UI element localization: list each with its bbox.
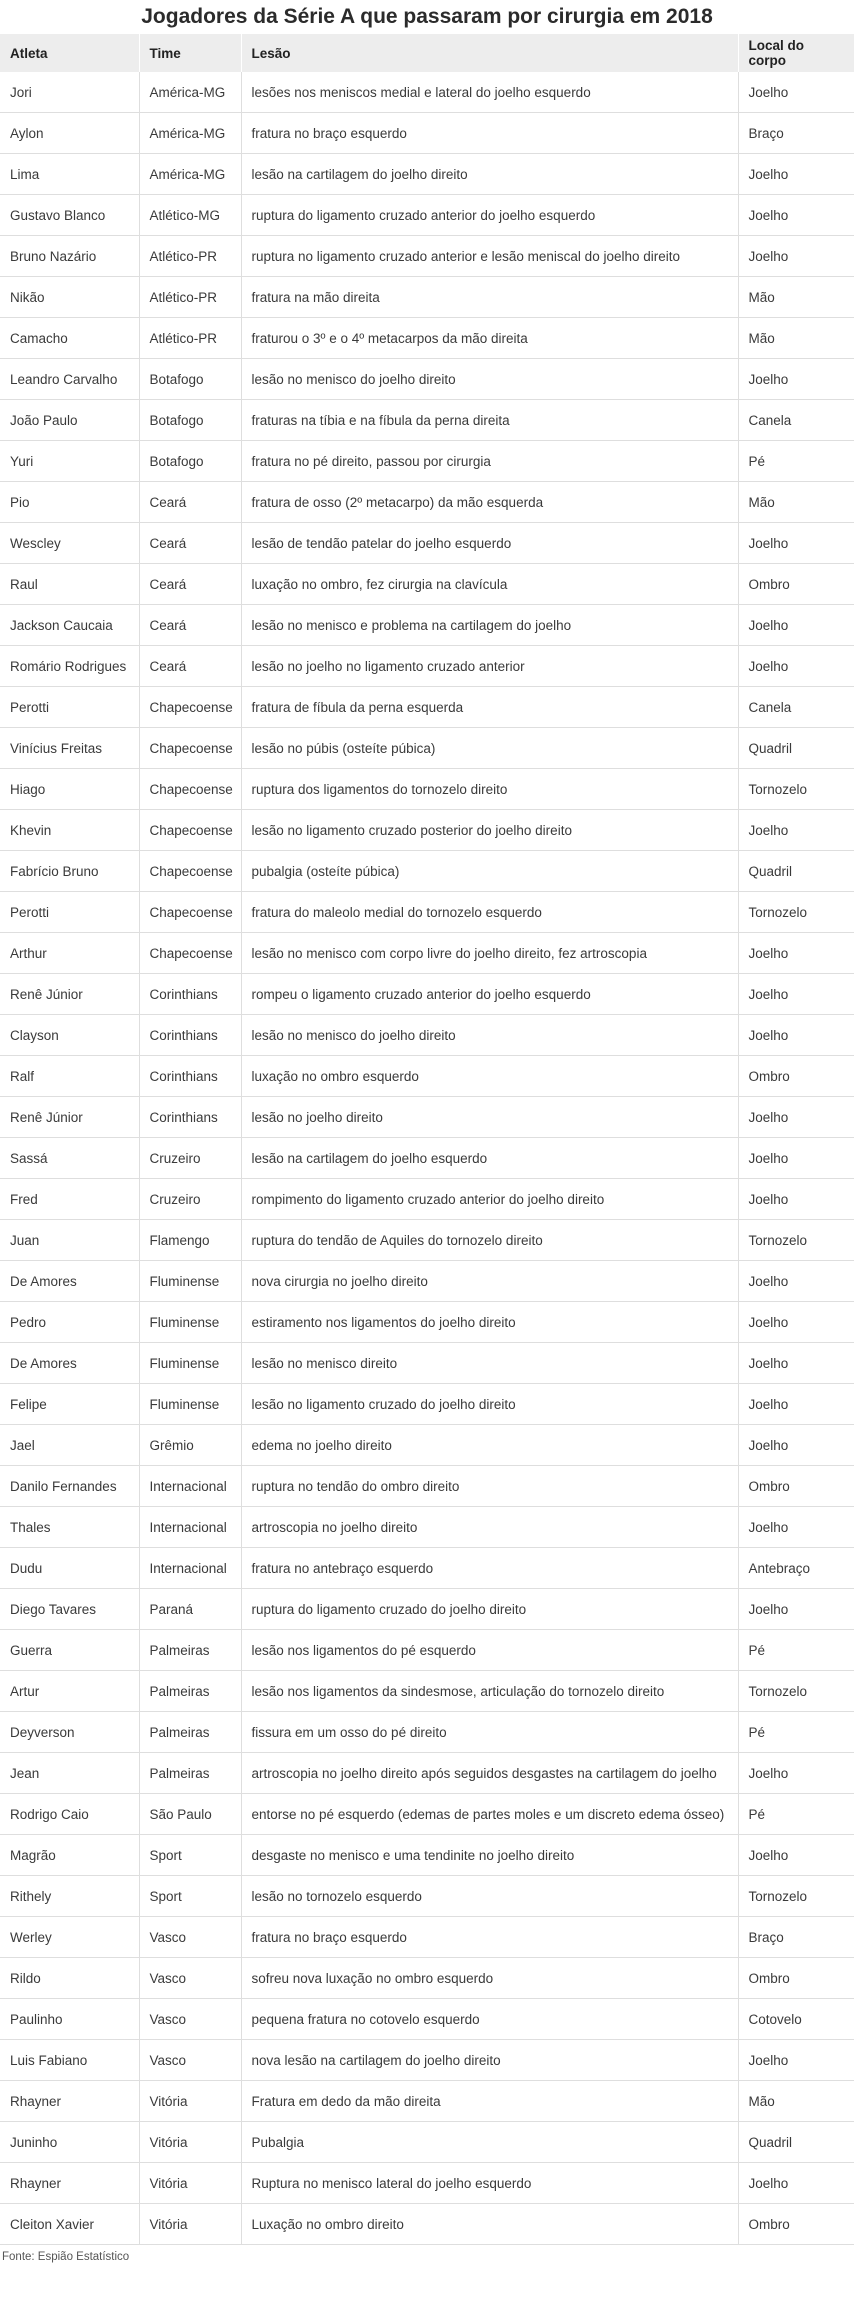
team-cell: Botafogo xyxy=(139,441,241,482)
athlete-cell: Pedro xyxy=(0,1302,139,1343)
body-part-cell: Braço xyxy=(738,1917,854,1958)
table-row xyxy=(0,236,854,277)
table-row xyxy=(0,933,854,974)
body-part-cell: Joelho xyxy=(738,810,854,851)
body-part-cell: Ombro xyxy=(738,1958,854,1999)
table-row xyxy=(0,1097,854,1138)
body-part-cell: Joelho xyxy=(738,72,854,113)
table-row xyxy=(0,1220,854,1261)
table-row xyxy=(0,1343,854,1384)
body-part-cell: Ombro xyxy=(738,564,854,605)
body-part-cell: Tornozelo xyxy=(738,769,854,810)
injury-cell: fratura de osso (2º metacarpo) da mão esquerda xyxy=(241,482,738,523)
body-part-cell: Joelho xyxy=(738,1753,854,1794)
injury-cell: fratura no braço esquerdo xyxy=(241,113,738,154)
team-cell: Palmeiras xyxy=(139,1671,241,1712)
injury-cell: luxação no ombro, fez cirurgia na clavícula xyxy=(241,564,738,605)
column-header-body-part: Local do corpo xyxy=(738,34,854,72)
table-row xyxy=(0,605,854,646)
page-title: Jogadores da Série A que passaram por cirurgia em 2018 xyxy=(141,5,713,28)
team-cell: Vasco xyxy=(139,1958,241,1999)
table-row xyxy=(0,441,854,482)
team-cell: Cruzeiro xyxy=(139,1138,241,1179)
athlete-cell: Sassá xyxy=(0,1138,139,1179)
table-row xyxy=(0,2040,854,2081)
team-cell: Atlético-PR xyxy=(139,236,241,277)
injury-cell: lesão no joelho no ligamento cruzado anterior xyxy=(241,646,738,687)
athlete-cell: Luis Fabiano xyxy=(0,2040,139,2081)
athlete-cell: Lima xyxy=(0,154,139,195)
table-row xyxy=(0,1876,854,1917)
table-row xyxy=(0,1671,854,1712)
team-cell: São Paulo xyxy=(139,1794,241,1835)
body-part-cell: Joelho xyxy=(738,1015,854,1056)
athlete-cell: João Paulo xyxy=(0,400,139,441)
athlete-cell: Deyverson xyxy=(0,1712,139,1753)
team-cell: Grêmio xyxy=(139,1425,241,1466)
injury-cell: rompimento do ligamento cruzado anterior do joelho direito xyxy=(241,1179,738,1220)
table-row xyxy=(0,2122,854,2163)
body-part-cell: Quadril xyxy=(738,2122,854,2163)
table-row xyxy=(0,1835,854,1876)
team-cell: Palmeiras xyxy=(139,1630,241,1671)
body-part-cell: Joelho xyxy=(738,1425,854,1466)
injury-cell: lesões nos meniscos medial e lateral do joelho esquerdo xyxy=(241,72,738,113)
injury-cell: fraturou o 3º e o 4º metacarpos da mão direita xyxy=(241,318,738,359)
injury-cell: nova cirurgia no joelho direito xyxy=(241,1261,738,1302)
team-cell: Flamengo xyxy=(139,1220,241,1261)
injury-cell: fissura em um osso do pé direito xyxy=(241,1712,738,1753)
athlete-cell: Paulinho xyxy=(0,1999,139,2040)
injury-cell: lesão no púbis (osteíte púbica) xyxy=(241,728,738,769)
injury-cell: lesão no menisco com corpo livre do joelho direito, fez artroscopia xyxy=(241,933,738,974)
table-row xyxy=(0,318,854,359)
body-part-cell: Mão xyxy=(738,2081,854,2122)
table-row xyxy=(0,564,854,605)
team-cell: Vasco xyxy=(139,1917,241,1958)
body-part-cell: Joelho xyxy=(738,1302,854,1343)
table-row xyxy=(0,1630,854,1671)
athlete-cell: Vinícius Freitas xyxy=(0,728,139,769)
athlete-cell: Diego Tavares xyxy=(0,1589,139,1630)
body-part-cell: Mão xyxy=(738,277,854,318)
team-cell: Botafogo xyxy=(139,359,241,400)
injury-cell: ruptura no ligamento cruzado anterior e lesão meniscal do joelho direito xyxy=(241,236,738,277)
table-row xyxy=(0,646,854,687)
surgery-table xyxy=(0,34,854,2245)
injury-cell: lesão no tornozelo esquerdo xyxy=(241,1876,738,1917)
team-cell: Chapecoense xyxy=(139,769,241,810)
table-row xyxy=(0,359,854,400)
athlete-cell: Felipe xyxy=(0,1384,139,1425)
body-part-cell: Cotovelo xyxy=(738,1999,854,2040)
table-row xyxy=(0,687,854,728)
body-part-cell: Joelho xyxy=(738,154,854,195)
body-part-cell: Pé xyxy=(738,1794,854,1835)
athlete-cell: Rithely xyxy=(0,1876,139,1917)
team-cell: Botafogo xyxy=(139,400,241,441)
injury-cell: Pubalgia xyxy=(241,2122,738,2163)
body-part-cell: Joelho xyxy=(738,236,854,277)
injury-cell: ruptura do ligamento cruzado anterior do joelho esquerdo xyxy=(241,195,738,236)
injury-cell: lesão no ligamento cruzado do joelho direito xyxy=(241,1384,738,1425)
injury-cell: sofreu nova luxação no ombro esquerdo xyxy=(241,1958,738,1999)
table-row xyxy=(0,1179,854,1220)
athlete-cell: Jori xyxy=(0,72,139,113)
injury-cell: ruptura no tendão do ombro direito xyxy=(241,1466,738,1507)
athlete-cell: Dudu xyxy=(0,1548,139,1589)
table-row xyxy=(0,1589,854,1630)
table-row xyxy=(0,1999,854,2040)
injury-cell: lesão nos ligamentos do pé esquerdo xyxy=(241,1630,738,1671)
source-note: Fonte: Espião Estatístico xyxy=(2,2251,130,2263)
injury-cell: pequena fratura no cotovelo esquerdo xyxy=(241,1999,738,2040)
team-cell: Ceará xyxy=(139,605,241,646)
athlete-cell: Rildo xyxy=(0,1958,139,1999)
team-cell: Chapecoense xyxy=(139,892,241,933)
athlete-cell: De Amores xyxy=(0,1343,139,1384)
injury-cell: Luxação no ombro direito xyxy=(241,2204,738,2245)
athlete-cell: Danilo Fernandes xyxy=(0,1466,139,1507)
team-cell: Chapecoense xyxy=(139,728,241,769)
table-row xyxy=(0,892,854,933)
table-row xyxy=(0,769,854,810)
athlete-cell: Fabrício Bruno xyxy=(0,851,139,892)
athlete-cell: Ralf xyxy=(0,1056,139,1097)
table-row xyxy=(0,482,854,523)
body-part-cell: Joelho xyxy=(738,2040,854,2081)
table-row xyxy=(0,113,854,154)
team-cell: Cruzeiro xyxy=(139,1179,241,1220)
table-row xyxy=(0,1056,854,1097)
team-cell: América-MG xyxy=(139,72,241,113)
athlete-cell: Juan xyxy=(0,1220,139,1261)
body-part-cell: Quadril xyxy=(738,851,854,892)
team-cell: Sport xyxy=(139,1835,241,1876)
table-header-row xyxy=(0,34,854,72)
athlete-cell: Leandro Carvalho xyxy=(0,359,139,400)
body-part-cell: Joelho xyxy=(738,933,854,974)
injury-cell: pubalgia (osteíte púbica) xyxy=(241,851,738,892)
table-row xyxy=(0,1425,854,1466)
table-row xyxy=(0,1261,854,1302)
athlete-cell: Renê Júnior xyxy=(0,974,139,1015)
athlete-cell: Perotti xyxy=(0,892,139,933)
athlete-cell: Perotti xyxy=(0,687,139,728)
table-row xyxy=(0,1507,854,1548)
athlete-cell: Raul xyxy=(0,564,139,605)
body-part-cell: Canela xyxy=(738,400,854,441)
table-row xyxy=(0,1466,854,1507)
athlete-cell: Pio xyxy=(0,482,139,523)
body-part-cell: Quadril xyxy=(738,728,854,769)
body-part-cell: Joelho xyxy=(738,1179,854,1220)
athlete-cell: Juninho xyxy=(0,2122,139,2163)
injury-cell: lesão no menisco direito xyxy=(241,1343,738,1384)
athlete-cell: Jackson Caucaia xyxy=(0,605,139,646)
athlete-cell: Arthur xyxy=(0,933,139,974)
athlete-cell: Jael xyxy=(0,1425,139,1466)
body-part-cell: Ombro xyxy=(738,1466,854,1507)
athlete-cell: Aylon xyxy=(0,113,139,154)
table-row xyxy=(0,400,854,441)
body-part-cell: Joelho xyxy=(738,523,854,564)
body-part-cell: Canela xyxy=(738,687,854,728)
table-row xyxy=(0,1958,854,1999)
team-cell: Ceará xyxy=(139,482,241,523)
table-row xyxy=(0,1015,854,1056)
table-row xyxy=(0,523,854,564)
team-cell: Chapecoense xyxy=(139,851,241,892)
team-cell: Atlético-MG xyxy=(139,195,241,236)
athlete-cell: Nikão xyxy=(0,277,139,318)
athlete-cell: Khevin xyxy=(0,810,139,851)
column-header-athlete: Atleta xyxy=(0,34,139,72)
body-part-cell: Joelho xyxy=(738,1507,854,1548)
column-header-injury: Lesão xyxy=(241,34,738,72)
body-part-cell: Joelho xyxy=(738,359,854,400)
team-cell: Vitória xyxy=(139,2163,241,2204)
table-row xyxy=(0,810,854,851)
table-row xyxy=(0,851,854,892)
injury-cell: lesão de tendão patelar do joelho esquerdo xyxy=(241,523,738,564)
body-part-cell: Mão xyxy=(738,482,854,523)
table-row xyxy=(0,974,854,1015)
athlete-cell: De Amores xyxy=(0,1261,139,1302)
body-part-cell: Joelho xyxy=(738,195,854,236)
body-part-cell: Antebraço xyxy=(738,1548,854,1589)
table-row xyxy=(0,1302,854,1343)
injury-cell: rompeu o ligamento cruzado anterior do joelho esquerdo xyxy=(241,974,738,1015)
table-row xyxy=(0,1712,854,1753)
body-part-cell: Joelho xyxy=(738,974,854,1015)
team-cell: Atlético-PR xyxy=(139,318,241,359)
injury-cell: Fratura em dedo da mão direita xyxy=(241,2081,738,2122)
injury-cell: fratura no antebraço esquerdo xyxy=(241,1548,738,1589)
team-cell: Internacional xyxy=(139,1466,241,1507)
body-part-cell: Tornozelo xyxy=(738,1876,854,1917)
team-cell: Ceará xyxy=(139,646,241,687)
injury-cell: lesão no menisco do joelho direito xyxy=(241,359,738,400)
team-cell: Corinthians xyxy=(139,1056,241,1097)
body-part-cell: Joelho xyxy=(738,1138,854,1179)
injury-cell: desgaste no menisco e uma tendinite no joelho direito xyxy=(241,1835,738,1876)
athlete-cell: Thales xyxy=(0,1507,139,1548)
body-part-cell: Pé xyxy=(738,1630,854,1671)
team-cell: Vitória xyxy=(139,2122,241,2163)
table-row xyxy=(0,728,854,769)
table-row xyxy=(0,2081,854,2122)
athlete-cell: Jean xyxy=(0,1753,139,1794)
injury-cell: fratura no pé direito, passou por cirurgia xyxy=(241,441,738,482)
table-row xyxy=(0,1138,854,1179)
athlete-cell: Guerra xyxy=(0,1630,139,1671)
body-part-cell: Tornozelo xyxy=(738,1671,854,1712)
athlete-cell: Fred xyxy=(0,1179,139,1220)
athlete-cell: Hiago xyxy=(0,769,139,810)
body-part-cell: Braço xyxy=(738,113,854,154)
injury-cell: fratura de fíbula da perna esquerda xyxy=(241,687,738,728)
table-row xyxy=(0,2163,854,2204)
body-part-cell: Joelho xyxy=(738,1097,854,1138)
body-part-cell: Pé xyxy=(738,441,854,482)
body-part-cell: Joelho xyxy=(738,1343,854,1384)
injury-cell: lesão na cartilagem do joelho esquerdo xyxy=(241,1138,738,1179)
injury-cell: ruptura dos ligamentos do tornozelo direito xyxy=(241,769,738,810)
body-part-cell: Ombro xyxy=(738,1056,854,1097)
team-cell: Sport xyxy=(139,1876,241,1917)
injury-cell: fratura no braço esquerdo xyxy=(241,1917,738,1958)
athlete-cell: Rodrigo Caio xyxy=(0,1794,139,1835)
injury-cell: lesão nos ligamentos da sindesmose, articulação do tornozelo direito xyxy=(241,1671,738,1712)
table-row xyxy=(0,1548,854,1589)
column-header-team: Time xyxy=(139,34,241,72)
injury-cell: lesão no menisco do joelho direito xyxy=(241,1015,738,1056)
team-cell: Corinthians xyxy=(139,1097,241,1138)
athlete-cell: Werley xyxy=(0,1917,139,1958)
body-part-cell: Ombro xyxy=(738,2204,854,2245)
athlete-cell: Rhayner xyxy=(0,2081,139,2122)
injury-cell: edema no joelho direito xyxy=(241,1425,738,1466)
body-part-cell: Joelho xyxy=(738,605,854,646)
athlete-cell: Artur xyxy=(0,1671,139,1712)
injury-cell: fraturas na tíbia e na fíbula da perna direita xyxy=(241,400,738,441)
athlete-cell: Camacho xyxy=(0,318,139,359)
team-cell: Palmeiras xyxy=(139,1753,241,1794)
athlete-cell: Clayson xyxy=(0,1015,139,1056)
body-part-cell: Pé xyxy=(738,1712,854,1753)
athlete-cell: Yuri xyxy=(0,441,139,482)
table-row xyxy=(0,72,854,113)
athlete-cell: Gustavo Blanco xyxy=(0,195,139,236)
injury-cell: fratura na mão direita xyxy=(241,277,738,318)
body-part-cell: Joelho xyxy=(738,646,854,687)
table-row xyxy=(0,1794,854,1835)
injury-cell: entorse no pé esquerdo (edemas de partes moles e um discreto edema ósseo) xyxy=(241,1794,738,1835)
injury-cell: ruptura do tendão de Aquiles do tornozelo direito xyxy=(241,1220,738,1261)
team-cell: Chapecoense xyxy=(139,687,241,728)
athlete-cell: Wescley xyxy=(0,523,139,564)
injury-cell: artroscopia no joelho direito xyxy=(241,1507,738,1548)
injury-cell: lesão no ligamento cruzado posterior do joelho direito xyxy=(241,810,738,851)
body-part-cell: Joelho xyxy=(738,1589,854,1630)
injury-cell: lesão no menisco e problema na cartilagem do joelho xyxy=(241,605,738,646)
team-cell: Vitória xyxy=(139,2204,241,2245)
injury-cell: Ruptura no menisco lateral do joelho esquerdo xyxy=(241,2163,738,2204)
team-cell: Paraná xyxy=(139,1589,241,1630)
injury-cell: lesão na cartilagem do joelho direito xyxy=(241,154,738,195)
body-part-cell: Joelho xyxy=(738,2163,854,2204)
injury-cell: ruptura do ligamento cruzado do joelho direito xyxy=(241,1589,738,1630)
team-cell: América-MG xyxy=(139,113,241,154)
team-cell: Internacional xyxy=(139,1548,241,1589)
table-row xyxy=(0,154,854,195)
athlete-cell: Rhayner xyxy=(0,2163,139,2204)
body-part-cell: Tornozelo xyxy=(738,1220,854,1261)
injury-cell: estiramento nos ligamentos do joelho direito xyxy=(241,1302,738,1343)
body-part-cell: Mão xyxy=(738,318,854,359)
team-cell: Vasco xyxy=(139,2040,241,2081)
team-cell: Fluminense xyxy=(139,1302,241,1343)
table-body xyxy=(0,72,854,2245)
team-cell: Corinthians xyxy=(139,1015,241,1056)
team-cell: Ceará xyxy=(139,523,241,564)
team-cell: Fluminense xyxy=(139,1384,241,1425)
injury-cell: artroscopia no joelho direito após seguidos desgastes na cartilagem do joelho xyxy=(241,1753,738,1794)
athlete-cell: Bruno Nazário xyxy=(0,236,139,277)
team-cell: Atlético-PR xyxy=(139,277,241,318)
table-row xyxy=(0,1384,854,1425)
injury-cell: luxação no ombro esquerdo xyxy=(241,1056,738,1097)
injury-cell: nova lesão na cartilagem do joelho direito xyxy=(241,2040,738,2081)
table-row xyxy=(0,2204,854,2245)
table-row xyxy=(0,1753,854,1794)
team-cell: Palmeiras xyxy=(139,1712,241,1753)
team-cell: Internacional xyxy=(139,1507,241,1548)
team-cell: América-MG xyxy=(139,154,241,195)
table-row xyxy=(0,1917,854,1958)
athlete-cell: Renê Júnior xyxy=(0,1097,139,1138)
team-cell: Fluminense xyxy=(139,1343,241,1384)
team-cell: Chapecoense xyxy=(139,810,241,851)
team-cell: Fluminense xyxy=(139,1261,241,1302)
body-part-cell: Joelho xyxy=(738,1261,854,1302)
team-cell: Corinthians xyxy=(139,974,241,1015)
body-part-cell: Joelho xyxy=(738,1835,854,1876)
table-row xyxy=(0,277,854,318)
team-cell: Chapecoense xyxy=(139,933,241,974)
table-row xyxy=(0,195,854,236)
athlete-cell: Romário Rodrigues xyxy=(0,646,139,687)
team-cell: Ceará xyxy=(139,564,241,605)
body-part-cell: Joelho xyxy=(738,1384,854,1425)
injury-cell: lesão no joelho direito xyxy=(241,1097,738,1138)
body-part-cell: Tornozelo xyxy=(738,892,854,933)
injury-cell: fratura do maleolo medial do tornozelo esquerdo xyxy=(241,892,738,933)
athlete-cell: Magrão xyxy=(0,1835,139,1876)
team-cell: Vasco xyxy=(139,1999,241,2040)
athlete-cell: Cleiton Xavier xyxy=(0,2204,139,2245)
team-cell: Vitória xyxy=(139,2081,241,2122)
